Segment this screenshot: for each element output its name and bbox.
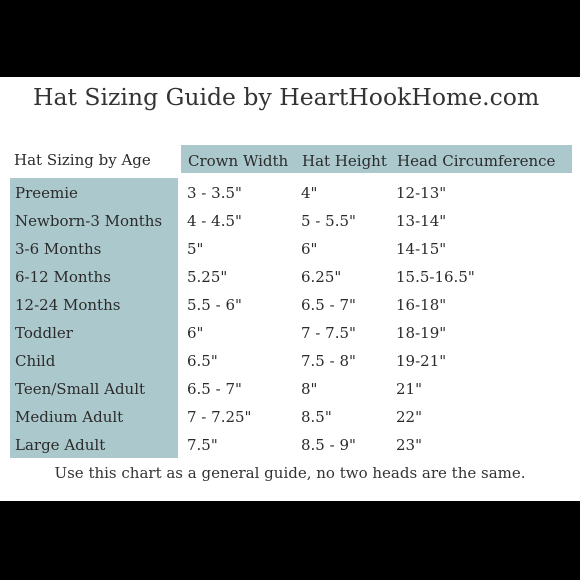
table-row xyxy=(0,430,580,458)
hat-height-cell: 6.5 - 7" xyxy=(301,296,356,314)
crown-width-header: Crown Width xyxy=(188,152,289,170)
table-row xyxy=(0,374,580,402)
hat-height-cell: 7 - 7.5" xyxy=(301,324,356,342)
head-circumference-cell: 12-13" xyxy=(396,184,447,202)
crown-width-cell: 7 - 7.25" xyxy=(187,408,252,426)
table-row xyxy=(0,290,580,318)
head-circumference-cell: 16-18" xyxy=(396,296,447,314)
age-cell: Preemie xyxy=(15,184,78,202)
table-row xyxy=(0,234,580,262)
crown-width-cell: 3 - 3.5" xyxy=(187,184,242,202)
crown-width-cell: 6.5 - 7" xyxy=(187,380,242,398)
crown-width-cell: 6.5" xyxy=(187,352,218,370)
hat-height-header: Hat Height xyxy=(302,152,387,170)
table-row xyxy=(0,346,580,374)
crown-width-cell: 5" xyxy=(187,240,204,258)
head-circumference-cell: 22" xyxy=(396,408,422,426)
hat-height-cell: 8.5 - 9" xyxy=(301,436,356,454)
table-row xyxy=(0,178,580,206)
footer-note: Use this chart as a general guide, no two heads are the same. xyxy=(54,464,526,482)
crown-width-cell: 7.5" xyxy=(187,436,218,454)
head-circumference-cell: 21" xyxy=(396,380,422,398)
crown-width-cell: 5.5 - 6" xyxy=(187,296,242,314)
age-cell: Large Adult xyxy=(15,436,106,454)
table-row xyxy=(0,402,580,430)
head-circumference-cell: 19-21" xyxy=(396,352,447,370)
crown-width-cell: 5.25" xyxy=(187,268,228,286)
age-cell: Teen/Small Adult xyxy=(15,380,146,398)
age-cell: 6-12 Months xyxy=(15,268,111,286)
page-title: Hat Sizing Guide by HeartHookHome.com xyxy=(33,83,540,111)
crown-width-cell: 6" xyxy=(187,324,204,342)
hat-height-cell: 4" xyxy=(301,184,318,202)
crown-width-cell: 4 - 4.5" xyxy=(187,212,242,230)
age-cell: 3-6 Months xyxy=(15,240,102,258)
age-cell: Toddler xyxy=(15,324,73,342)
age-cell: 12-24 Months xyxy=(15,296,121,314)
head-circumference-header: Head Circumference xyxy=(397,152,556,170)
head-circumference-cell: 23" xyxy=(396,436,422,454)
hat-height-cell: 7.5 - 8" xyxy=(301,352,356,370)
table-row xyxy=(0,206,580,234)
hat-height-cell: 8.5" xyxy=(301,408,332,426)
age-cell: Newborn-3 Months xyxy=(15,212,163,230)
age-column-header: Hat Sizing by Age xyxy=(14,151,151,169)
sizing-chart-panel xyxy=(0,77,580,501)
hat-height-cell: 5 - 5.5" xyxy=(301,212,356,230)
age-cell: Medium Adult xyxy=(15,408,124,426)
table-row xyxy=(0,262,580,290)
hat-height-cell: 6.25" xyxy=(301,268,342,286)
table-row xyxy=(0,318,580,346)
hat-height-cell: 8" xyxy=(301,380,318,398)
head-circumference-cell: 18-19" xyxy=(396,324,447,342)
hat-height-cell: 6" xyxy=(301,240,318,258)
age-cell: Child xyxy=(15,352,56,370)
head-circumference-cell: 13-14" xyxy=(396,212,447,230)
head-circumference-cell: 14-15" xyxy=(396,240,447,258)
head-circumference-cell: 15.5-16.5" xyxy=(396,268,475,286)
